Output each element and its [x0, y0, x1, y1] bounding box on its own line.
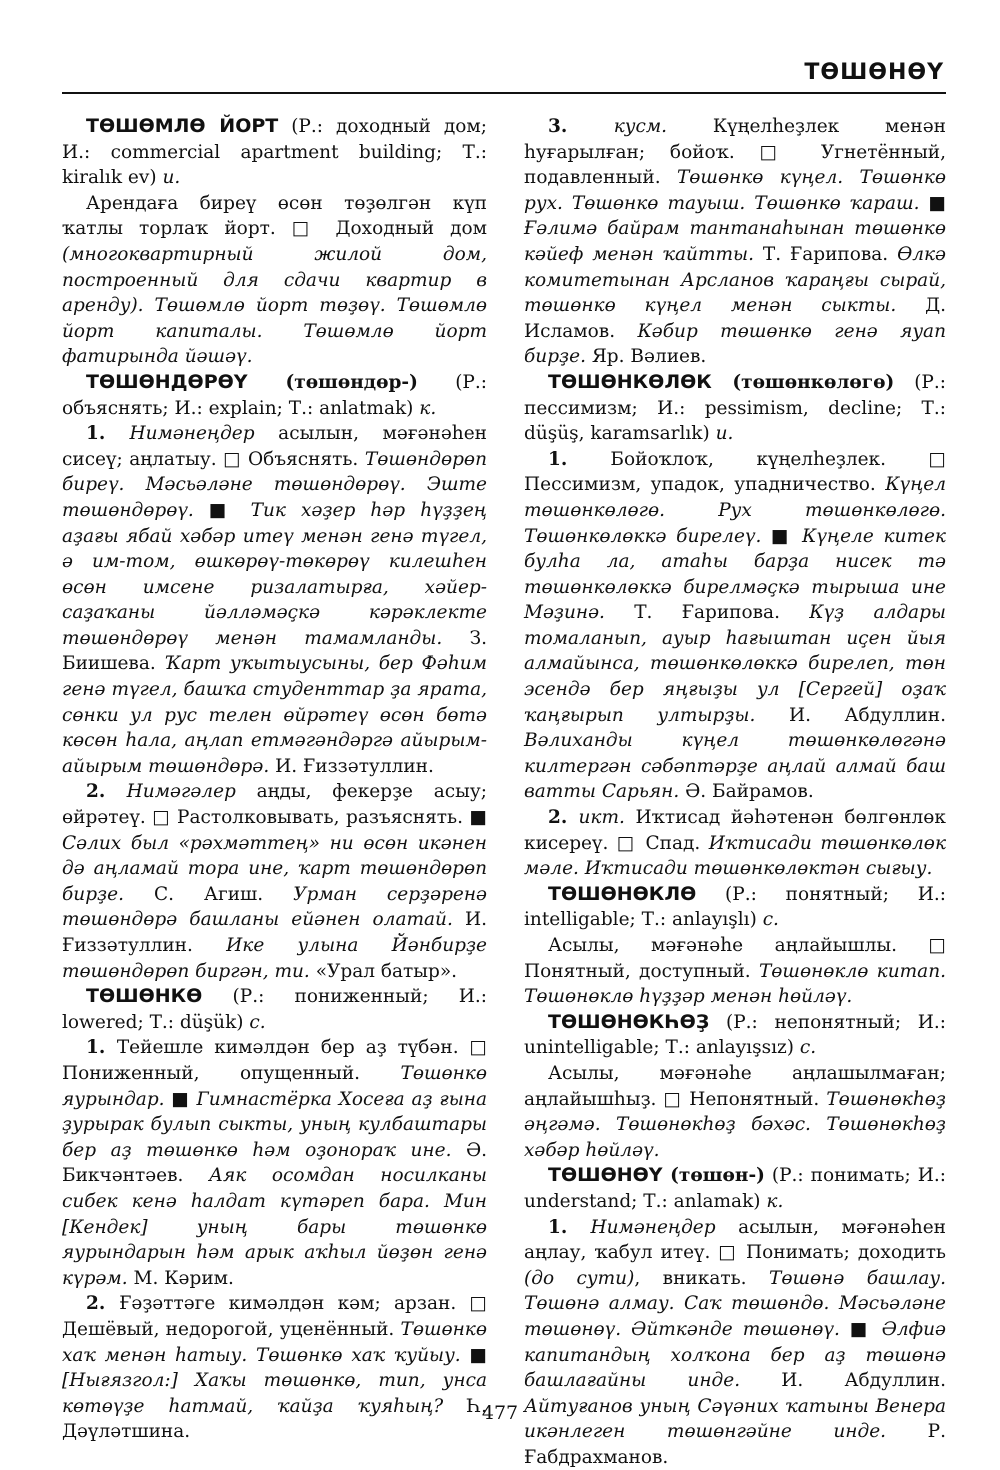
text-segment: ■ [193, 499, 251, 521]
text-segment: (төшөн-) [662, 1165, 765, 1187]
dictionary-entry-head [524, 882, 946, 933]
text-segment: И. Абдуллин. [755, 704, 946, 726]
definition-paragraph [524, 447, 946, 805]
text-segment: Төшөнкө күңел. Төшөнкө рух. Төшөнкө тауыш. Төшөнкө ҡараш. [524, 167, 947, 214]
definition-paragraph [62, 191, 487, 370]
text-segment: Өлкә комитетынан Арсланов ҡараңғы сырай, төшөнкө күңел менән сыкты. [524, 243, 947, 317]
text-segment: Иҡтисад йәһәтенән бөлгөнлөк кисереү. □ Спад. [524, 807, 946, 854]
text-segment: (төшөнкөлөгө) [711, 371, 895, 393]
text-segment: Асылы, мәғәнәһе аңлашылмаған; аңлайышһыҙ. □ Непонятный. [524, 1062, 946, 1110]
text-segment: Бойоҡлоҡ, күңелһеҙлек. □ Пессимизм, упадок, упадничество. [524, 448, 946, 496]
text-segment: к. [419, 397, 437, 419]
headword: ТӨШӨНӨҮ [548, 1164, 663, 1187]
text-segment: 1. [548, 448, 611, 470]
right-column [524, 114, 946, 1470]
header-rule [62, 92, 946, 94]
text-segment: Кәбир төшөнкө генә яуап бирҙе. [524, 320, 946, 368]
definition-paragraph [524, 114, 946, 370]
text-segment: Төшөнә башлау. Төшөнә алмау. Саҡ төшөндө. Мәсьәләне төшөнөү. Әйткәнде төшөнөү. [524, 1267, 947, 1340]
dictionary-entry-head [62, 114, 487, 191]
text-segment: 2. [548, 807, 579, 829]
text-segment: «Урал батыр». [309, 960, 458, 982]
text-segment: и. [162, 167, 181, 189]
text-segment: Төшөнкө яурындар. [62, 1062, 487, 1110]
text-segment: (Р.: понимать; И.: understand; Т.: anlamak) [524, 1165, 946, 1212]
text-segment: И. Ғиззәтуллин. [62, 909, 487, 956]
text-segment: (Р.: непонятный; И.: unintelligable; Т.: anlayışsız) [524, 1011, 946, 1059]
text-segment: , вникать. [634, 1267, 769, 1289]
text-segment: с. [762, 909, 779, 931]
text-segment: Ә. Бикчәнтәев. [62, 1139, 487, 1187]
dictionary-entry-head [62, 984, 487, 1035]
text-segment: Ә. Байрамов. [679, 781, 814, 803]
text-segment: 1. [86, 423, 130, 445]
text-segment: к. [766, 1190, 784, 1212]
text-segment: Һ. Дәүләтшина. [62, 1395, 487, 1443]
text-segment: Күңел төшөнкөлөгө. Рух төшөнкөлөгө. Төшөнкөлөккә бирелеү. [524, 474, 946, 547]
left-column [62, 114, 487, 1445]
text-segment: Тейешле кимәлдән бер аҙ түбән. □ Пониженный, опущенный. [62, 1037, 487, 1084]
definition-paragraph [524, 1215, 946, 1470]
text-segment: Төшөнөкһөҙ әңгәмә. Төшөнөкһөҙ бәхәс. Төшөнөкһөҙ хәбәр һөйләү. [524, 1088, 946, 1161]
text-segment: Д. Исламов. [524, 295, 946, 342]
definition-paragraph [524, 805, 946, 882]
text-segment: Тик хәҙер һәр һүҙҙең аҙағы ябай хәбәр итеү менән генә түгел, ә им-том, өшкөрөү-төкөрөү килешһен өсөн имсене ризалатырға, хәйер-саҙаҡаны йәлләмәҫкә кәрәклекте төшөндөрөү менән тамамланды. [62, 499, 487, 649]
text-segment: Төшөнкө хаҡ менән һатыу. Төшөнкө хаҡ ҡуйыу. [62, 1318, 487, 1366]
headword: ТӨШӨНӨКЛӨ [548, 882, 697, 905]
text-segment: с. [799, 1037, 817, 1059]
dictionary-entry-head [62, 370, 487, 421]
text-segment: Яр. Вәлиев. [585, 346, 707, 368]
text-segment: Асылы, мәғәнәһе аңлайышлы. □ Понятный, доступный. [524, 935, 946, 982]
text-segment: Т. Ғарипова. [754, 243, 898, 265]
text-segment: Нимәгәлер [126, 781, 236, 803]
definition-paragraph [524, 1061, 946, 1163]
text-segment: С. Агиш. [123, 883, 294, 905]
page-number: 477 [481, 1402, 519, 1424]
headword: ТӨШӨНДӨРӨҮ [86, 370, 248, 393]
text-segment: И. Ғиззәтуллин. [269, 755, 434, 777]
text-segment: Ҡарт уҡытыусыны, бер Фәһим генә түгел, башҡа студенттар ҙа ярата, сөнки ул рус телен өйрәтеү өсөн бөтә көсөн һала, аңлап етмәгәндәргә айырым-айырым төшөндөрә. [62, 653, 487, 777]
text-segment: Айтуғанов уның Сәүәних ҡатыны Венера икәнлеген төшөнгәйне инде. [524, 1395, 946, 1443]
text-segment: М. Кәрим. [127, 1267, 234, 1289]
text-segment: Төшөндөрөп биреү. Мәсьәләне төшөндөрөү. Эште төшөндөрөү. [62, 448, 487, 521]
text-segment: (Р.: пессимизм; И.: pessimism, decline; Т.: düşüş, karamsarlık) [524, 371, 946, 445]
text-segment: 1. [548, 1216, 591, 1238]
text-segment: Гимнастёрка Хосеға аҙ ғына ҙурырак булып сыкты, уның кулбаштары бер аҙ төшөнкө һәм оҙонораҡ ине. [62, 1088, 487, 1161]
text-segment: Сәлих был «рәхмәттең» ни өсөн икәнен дә аңламай тора ине, ҡарт төшөндөрөп бирҙе. [62, 832, 487, 905]
text-segment: Күңеле китек булһа ла, атаһы барҙа нисек тә төшөнкөлөккә бирелмәҫкә тырыша ине Мәҙинә. [524, 525, 946, 624]
text-segment: Төшөнөклө китап. Төшөнөклө һүҙҙәр менән һөйләү. [524, 960, 946, 1008]
text-segment: Т. Ғарипова. [604, 602, 810, 624]
text-segment: Аяк осомдан носилканы сибек кенә һалдат күтәреп бара. Мин [Кендек] уның бары төшөнкө яурындарын һәм арык аҡһыл йөҙөн генә күрәм. [62, 1165, 487, 1289]
text-segment: (Р.: понятный; И.: intelligable; Т.: anlayışlı) [524, 883, 946, 931]
text-segment: [Нығязгол:] Хаҡы төшөнкө, тип, унса көтөүҙе һатмай, ҡайҙа ҡуяһың? [62, 1370, 487, 1417]
text-segment: Ғәлимә байрам тантанаһынан төшөнкө кәйеф менән ҡайтты. [524, 218, 946, 265]
text-segment: (Р.: доходный дом; И.: commercial apartment building; Т.: kiralık ev) [62, 116, 487, 189]
text-segment: ■ [460, 1344, 487, 1366]
text-segment: аңды, фекерҙе асыу; өйрәтеү. □ Растолковывать, разъяснять. ■ [62, 781, 487, 829]
text-segment: Күҙ алдары томаланып, ауыр һағыштан иҫен йыя алмайынса, төшөнкөлөккә бирелеп, төн эсендә бер яңғыҙы ул [Сергей] оҙаҡ ҡаңғырып ултырҙы. [524, 602, 946, 726]
text-segment: Ике улына Йәнбирҙе төшөндөрөп биргән, ти. [62, 935, 487, 982]
text-segment: Әлфиә капитандың холҡона бер аҙ төшөнә башлағайны инде. [524, 1318, 946, 1392]
headword: ТӨШӨМЛӨ ЙОРТ [86, 115, 279, 137]
text-segment: (Р.: пониженный; И.: lowered; Т.: düşük) [62, 986, 487, 1033]
text-segment: Күңелһеҙлек менән һуғарылған; бойоҡ. □ Угнетённый, подавленный. [524, 116, 946, 189]
text-segment: 2. [86, 1293, 120, 1315]
text-segment: Вәлиханды күңел төшөнкөлөгәнә килтергән сәбәптәрҙе аңлай алмай баш ватты Сарьян. [524, 730, 946, 803]
text-segment: Иҡтисади төшөнкөлөк мәле. Иҡтисади төшөнкөлөктән сығыу. [524, 832, 946, 880]
text-segment: асылын, мәғәнәһен аңлау, ҡабул итеү. □ Понимать; доходить [524, 1216, 946, 1264]
text-segment: 3. [548, 116, 614, 137]
text-segment: Р. Ғабдрахманов. [524, 1421, 946, 1468]
dictionary-entry-head [524, 1010, 946, 1061]
text-segment: кусм. [613, 116, 668, 137]
text-segment: (Р.: объяснять; И.: explain; Т.: anlatmak) [62, 371, 487, 419]
dictionary-entry-head [524, 370, 946, 447]
text-segment: Нимәнеңдер [129, 423, 255, 445]
definition-paragraph [62, 421, 487, 779]
text-segment: (төшөндөр-) [247, 371, 418, 393]
text-segment: (многоквартирный жилой дом, построенный для сдачи квартир в аренду). Төшөмлө йорт төҙөү. Төшөмлө йорт капиталы. Төшөмлө йорт фатирында йәшәү. [62, 243, 487, 368]
text-segment: Нимәнеңдер [590, 1216, 716, 1238]
text-segment: ■ [164, 1088, 197, 1110]
headword: ТӨШӨНКӨ [86, 985, 203, 1008]
text-segment: и. [715, 423, 734, 445]
text-segment: (до сути) [524, 1267, 635, 1289]
text-segment: Ғәҙәттәге кимәлдән кәм; арзан. □ Дешёвый, недорогой, уценённый. [62, 1293, 487, 1340]
headword: ТӨШӨНӨКҺӨҘ [548, 1010, 710, 1033]
text-segment: Арендаға биреү өсөн төҙөлгән күп ҡатлы торлаҡ йорт. □ Доходный дом [62, 192, 487, 240]
text-segment: ■ [761, 525, 803, 547]
text-segment: 1. [86, 1037, 117, 1059]
headword: ТӨШӨНКӨЛӨК [548, 370, 712, 393]
text-segment: 2. [86, 781, 127, 803]
text-segment: ■ [919, 192, 946, 214]
text-segment: асылын, мәғәнәһен сисеү; аңлатыу. □ Объяснять. [62, 423, 487, 470]
text-segment: икт. [578, 807, 625, 829]
text-segment: И. Абдуллин. [740, 1370, 946, 1392]
definition-paragraph [62, 779, 487, 984]
definition-paragraph [524, 933, 946, 1010]
text-segment: Урман серҙәренә төшөндөрә башланы ейәнен олатай. [62, 883, 488, 931]
text-segment: с. [249, 1011, 266, 1033]
text-segment: З. Биишева. [62, 627, 487, 675]
text-segment: ■ [839, 1318, 882, 1340]
dictionary-entry-head [524, 1163, 946, 1214]
running-head: ТӨШӨНӨҮ [804, 60, 944, 85]
definition-paragraph [62, 1035, 487, 1291]
